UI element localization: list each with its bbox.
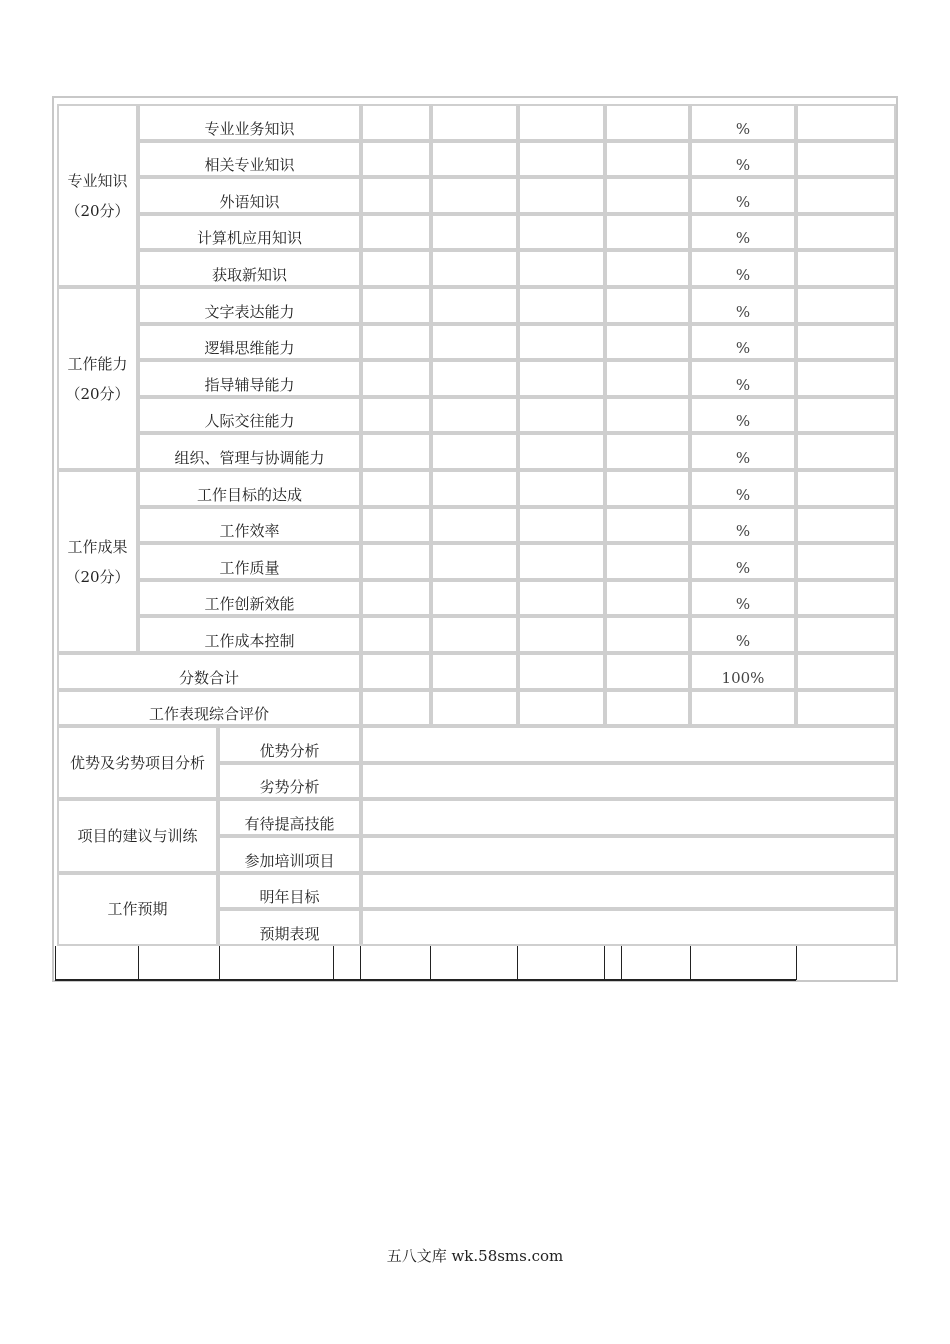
score-cell	[431, 287, 518, 324]
score-cell	[361, 177, 431, 214]
analysis-row-label	[218, 836, 361, 873]
section-group-0	[57, 104, 138, 287]
total-percent	[690, 653, 796, 690]
weight-percent-text: %	[735, 156, 751, 175]
analysis-content-cell	[361, 909, 896, 946]
score-cell	[518, 543, 605, 580]
score-cell	[518, 507, 605, 544]
score-cell	[431, 250, 518, 287]
section-group-2	[57, 470, 138, 653]
analysis-row-label-text: 有待提高技能	[244, 814, 335, 833]
score-cell	[431, 470, 518, 507]
item-label-text: 相关专业知识	[204, 156, 295, 175]
weight-percent-text: %	[735, 339, 751, 358]
remark-cell	[796, 470, 896, 507]
item-label-text: 获取新知识	[211, 265, 287, 284]
remark-cell	[796, 543, 896, 580]
score-cell	[605, 653, 690, 690]
item-label-text: 工作目标的达成	[196, 485, 302, 504]
item-label	[138, 360, 361, 397]
section-group-1	[57, 287, 138, 470]
score-cell	[518, 177, 605, 214]
score-cell	[361, 324, 431, 361]
weight-percent-text: %	[735, 558, 751, 577]
score-cell	[361, 433, 431, 470]
score-cell	[605, 543, 690, 580]
analysis-row-label-text: 明年目标	[259, 888, 320, 907]
score-cell	[361, 214, 431, 251]
score-cell	[431, 214, 518, 251]
table-bottom-divider	[333, 946, 334, 980]
table-bottom-divider	[604, 946, 605, 980]
score-cell	[361, 507, 431, 544]
score-cell	[361, 543, 431, 580]
remark-cell	[796, 141, 896, 178]
remark-cell	[796, 250, 896, 287]
score-cell	[431, 433, 518, 470]
score-cell	[431, 543, 518, 580]
score-cell	[605, 287, 690, 324]
overall-label	[57, 690, 361, 727]
weight-percent-text: %	[735, 485, 751, 504]
table-bottom-divider	[796, 946, 797, 980]
weight-percent	[690, 214, 796, 251]
item-label-text: 工作创新效能	[204, 595, 295, 614]
item-label	[138, 141, 361, 178]
weight-percent-text: %	[735, 229, 751, 248]
analysis-row-label-text: 预期表现	[259, 924, 320, 943]
score-cell	[605, 214, 690, 251]
item-label	[138, 324, 361, 361]
overall-label-text: 工作表现综合评价	[148, 705, 269, 724]
remark-cell	[796, 104, 896, 141]
weight-percent-text: %	[735, 522, 751, 541]
score-cell	[605, 324, 690, 361]
score-cell	[361, 250, 431, 287]
analysis-row-label-text: 优势分析	[259, 741, 320, 760]
score-cell	[361, 470, 431, 507]
analysis-row-label-text: 劣势分析	[259, 778, 320, 797]
weight-percent	[690, 360, 796, 397]
score-cell	[518, 653, 605, 690]
item-label	[138, 397, 361, 434]
score-cell	[605, 177, 690, 214]
weight-percent	[690, 324, 796, 361]
score-cell	[361, 141, 431, 178]
weight-percent	[690, 397, 796, 434]
table-bottom-border	[55, 979, 796, 981]
weight-percent	[690, 104, 796, 141]
score-cell	[605, 397, 690, 434]
remark-cell	[796, 616, 896, 653]
score-cell	[518, 214, 605, 251]
score-cell	[431, 653, 518, 690]
footer-watermark: 五八文库 wk.58sms.com	[386, 1247, 564, 1265]
item-label	[138, 543, 361, 580]
score-cell	[518, 616, 605, 653]
item-label	[138, 177, 361, 214]
weight-percent-text: %	[735, 119, 751, 138]
score-cell	[518, 397, 605, 434]
weight-percent	[690, 507, 796, 544]
analysis-row-label-text: 参加培训项目	[244, 851, 335, 870]
score-cell	[361, 287, 431, 324]
table-bottom-divider	[360, 946, 361, 980]
section-name: 工作能力	[67, 354, 128, 373]
score-cell	[518, 433, 605, 470]
table-bottom-divider	[690, 946, 691, 980]
score-cell	[518, 580, 605, 617]
score-cell	[518, 360, 605, 397]
section-name: 专业知识	[67, 171, 128, 190]
score-cell	[431, 324, 518, 361]
analysis-row-label	[218, 873, 361, 910]
item-label	[138, 214, 361, 251]
weight-percent-text: %	[735, 375, 751, 394]
score-cell	[431, 360, 518, 397]
remark-cell	[796, 433, 896, 470]
table-bottom-divider	[621, 946, 622, 980]
score-cell	[431, 177, 518, 214]
analysis-group-label: 项目的建议与训练	[77, 826, 198, 845]
item-label-text: 计算机应用知识	[196, 229, 302, 248]
item-label	[138, 433, 361, 470]
score-cell	[518, 250, 605, 287]
total-label	[57, 653, 361, 690]
score-cell	[361, 360, 431, 397]
analysis-row-label	[218, 909, 361, 946]
score-cell	[605, 250, 690, 287]
analysis-content-cell	[361, 873, 896, 910]
weight-percent	[690, 470, 796, 507]
item-label-text: 人际交往能力	[204, 412, 295, 431]
score-cell	[605, 360, 690, 397]
remark-cell	[796, 287, 896, 324]
weight-percent-text: %	[735, 192, 751, 211]
remark-cell	[796, 580, 896, 617]
evaluation-table	[52, 96, 898, 982]
score-cell	[605, 104, 690, 141]
weight-percent	[690, 141, 796, 178]
score-cell	[518, 287, 605, 324]
analysis-row-label	[218, 726, 361, 763]
section-score: （20分）	[65, 567, 130, 586]
score-cell	[431, 580, 518, 617]
score-cell	[361, 653, 431, 690]
score-cell	[361, 616, 431, 653]
weight-percent	[690, 543, 796, 580]
item-label-text: 指导辅导能力	[204, 375, 295, 394]
analysis-content-cell	[361, 726, 896, 763]
score-cell	[605, 141, 690, 178]
weight-percent-text: %	[735, 302, 751, 321]
score-cell	[518, 104, 605, 141]
score-cell	[690, 690, 796, 727]
table-bottom-divider	[219, 946, 220, 980]
item-label-text: 组织、管理与协调能力	[174, 448, 325, 467]
table-bottom-divider	[517, 946, 518, 980]
item-label-text: 工作效率	[219, 522, 280, 541]
table-bottom-divider	[55, 946, 56, 980]
item-label	[138, 580, 361, 617]
remark-cell	[796, 653, 896, 690]
remark-cell	[796, 397, 896, 434]
item-label	[138, 250, 361, 287]
weight-percent-text: %	[735, 412, 751, 431]
analysis-group-1	[57, 799, 218, 872]
analysis-group-label: 工作预期	[107, 900, 168, 919]
weight-percent-text: %	[735, 448, 751, 467]
remark-cell	[796, 324, 896, 361]
item-label-text: 逻辑思维能力	[204, 339, 295, 358]
item-label	[138, 104, 361, 141]
analysis-group-label: 优势及劣势项目分析	[69, 753, 205, 772]
analysis-content-cell	[361, 799, 896, 836]
remark-cell	[796, 507, 896, 544]
weight-percent	[690, 580, 796, 617]
analysis-content-cell	[361, 836, 896, 873]
remark-cell	[796, 360, 896, 397]
weight-percent	[690, 616, 796, 653]
remark-cell	[796, 177, 896, 214]
item-label	[138, 507, 361, 544]
table-bottom-divider	[138, 946, 139, 980]
score-cell	[605, 433, 690, 470]
score-cell	[431, 690, 518, 727]
score-cell	[431, 507, 518, 544]
weight-percent	[690, 177, 796, 214]
remark-cell	[796, 690, 896, 727]
item-label-text: 专业业务知识	[204, 119, 295, 138]
weight-percent	[690, 433, 796, 470]
weight-percent-text: %	[735, 595, 751, 614]
table-bottom-divider	[430, 946, 431, 980]
item-label-text: 工作成本控制	[204, 631, 295, 650]
analysis-content-cell	[361, 763, 896, 800]
score-cell	[605, 470, 690, 507]
score-cell	[361, 104, 431, 141]
item-label-text: 文字表达能力	[204, 302, 295, 321]
item-label-text: 工作质量	[219, 558, 280, 577]
score-cell	[431, 141, 518, 178]
weight-percent	[690, 287, 796, 324]
total-percent-text: 100%	[721, 668, 765, 687]
score-cell	[518, 324, 605, 361]
score-cell	[605, 507, 690, 544]
weight-percent-text: %	[735, 631, 751, 650]
score-cell	[431, 104, 518, 141]
section-score: （20分）	[65, 384, 130, 403]
score-cell	[361, 397, 431, 434]
score-cell	[361, 690, 431, 727]
weight-percent	[690, 250, 796, 287]
score-cell	[605, 690, 690, 727]
section-name: 工作成果	[67, 537, 128, 556]
score-cell	[518, 141, 605, 178]
analysis-row-label	[218, 763, 361, 800]
score-cell	[518, 690, 605, 727]
score-cell	[605, 616, 690, 653]
analysis-group-0	[57, 726, 218, 799]
analysis-group-2	[57, 873, 218, 946]
section-score: （20分）	[65, 201, 130, 220]
score-cell	[605, 580, 690, 617]
analysis-row-label	[218, 799, 361, 836]
item-label	[138, 470, 361, 507]
remark-cell	[796, 214, 896, 251]
score-cell	[518, 470, 605, 507]
score-cell	[431, 397, 518, 434]
item-label	[138, 616, 361, 653]
score-cell	[361, 580, 431, 617]
weight-percent-text: %	[735, 265, 751, 284]
score-cell	[431, 616, 518, 653]
item-label-text: 外语知识	[219, 192, 280, 211]
item-label	[138, 287, 361, 324]
total-label-text: 分数合计	[178, 668, 239, 687]
